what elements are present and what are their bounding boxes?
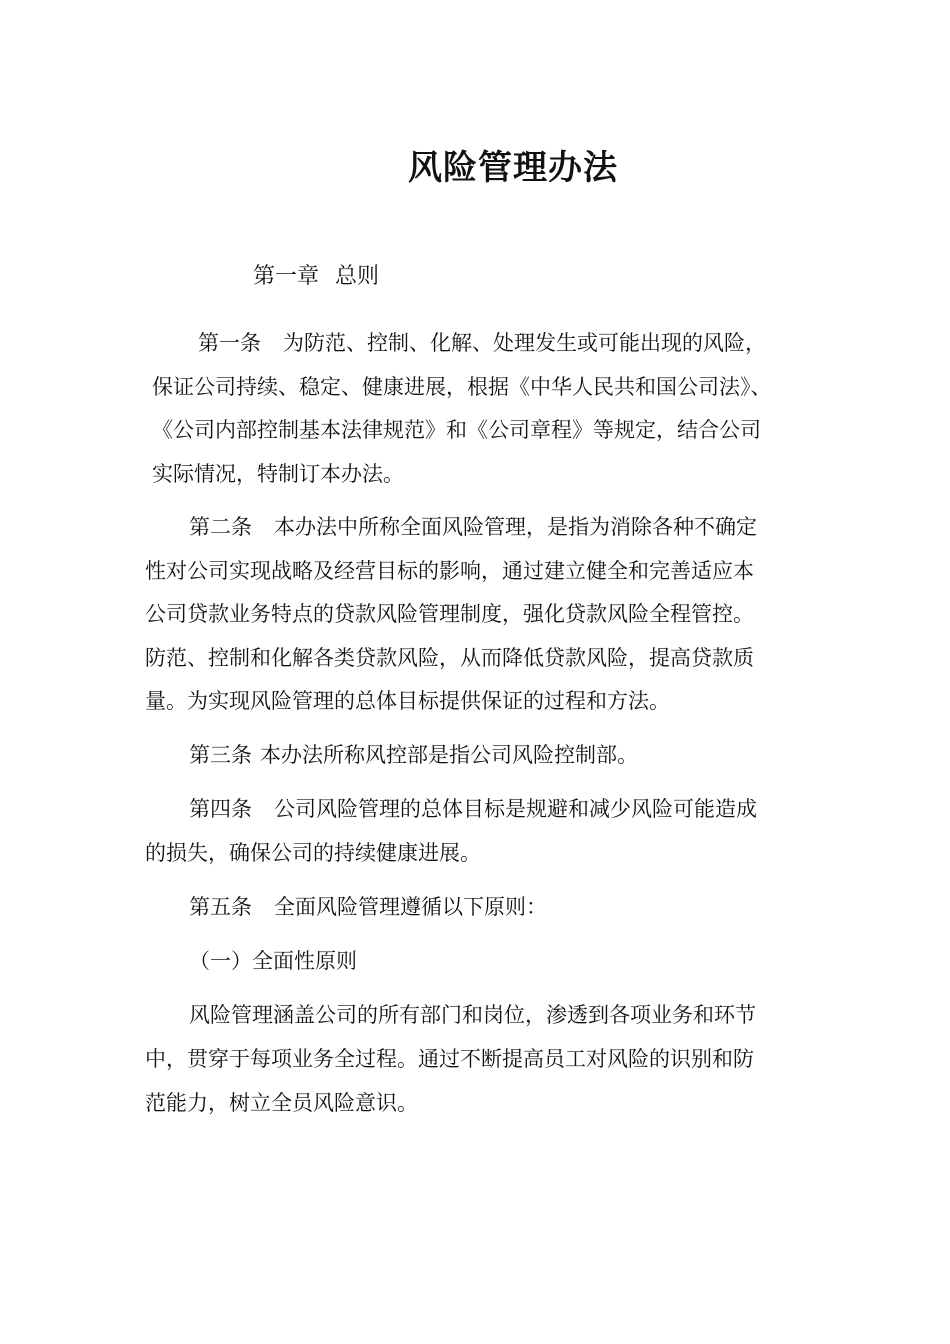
article-text: 本办法所称风控部是指公司风险控制部。: [260, 743, 638, 767]
article-text: 为防范、控制、化解、处理发生或可能出现的风险，: [283, 331, 766, 355]
article-1-line-1: [198, 329, 766, 357]
article-1-line-4: 实际情况，特制订本办法。: [152, 462, 404, 486]
article-text: 公司风险管理的总体目标是规避和减少风险可能造成: [274, 797, 757, 821]
article-2-line-5: 量。为实现风险管理的总体目标提供保证的过程和方法。: [145, 689, 670, 713]
article-5-line-1: [189, 893, 547, 921]
article-label: 第二条: [189, 515, 252, 539]
chapter-number: 第一章: [253, 264, 320, 289]
article-text: 本办法中所称全面风险管理，是指为消除各种不确定: [274, 515, 757, 539]
principle-line-2: 中，贯穿于每项业务全过程。通过不断提高员工对风险的识别和防: [145, 1047, 754, 1071]
article-4-line-2: 的损失，确保公司的持续健康进展。: [145, 841, 481, 865]
article-3-line-1: [189, 741, 638, 769]
article-label: 第一条: [198, 331, 261, 355]
article-1-line-2: 保证公司持续、稳定、健康进展，根据《中华人民共和国公司法》、: [152, 375, 772, 399]
article-text: 全面风险管理遵循以下原则：: [274, 895, 547, 919]
chapter-heading: [253, 259, 379, 290]
article-1-line-3: 《公司内部控制基本法律规范》和《公司章程》等规定，结合公司: [152, 418, 761, 442]
article-2-line-3: 公司贷款业务特点的贷款风险管理制度，强化贷款风险全程管控。: [145, 602, 754, 626]
article-4-line-1: [189, 795, 757, 823]
principle-heading: （一）全面性原则: [189, 949, 357, 973]
article-label: 第五条: [189, 895, 252, 919]
article-2-line-4: 防范、控制和化解各类贷款风险，从而降低贷款风险，提高贷款质: [145, 646, 754, 670]
article-2-line-2: 性对公司实现战略及经营目标的影响，通过建立健全和完善适应本: [145, 559, 754, 583]
principle-line-1: 风险管理涵盖公司的所有部门和岗位，渗透到各项业务和环节: [189, 1003, 756, 1027]
article-label: 第三条: [189, 743, 252, 767]
article-label: 第四条: [189, 797, 252, 821]
document-title: 风险管理办法: [408, 148, 618, 188]
article-2-line-1: [189, 513, 757, 541]
principle-line-3: 范能力，树立全员风险意识。: [145, 1091, 418, 1115]
chapter-name: 总则: [335, 264, 380, 289]
